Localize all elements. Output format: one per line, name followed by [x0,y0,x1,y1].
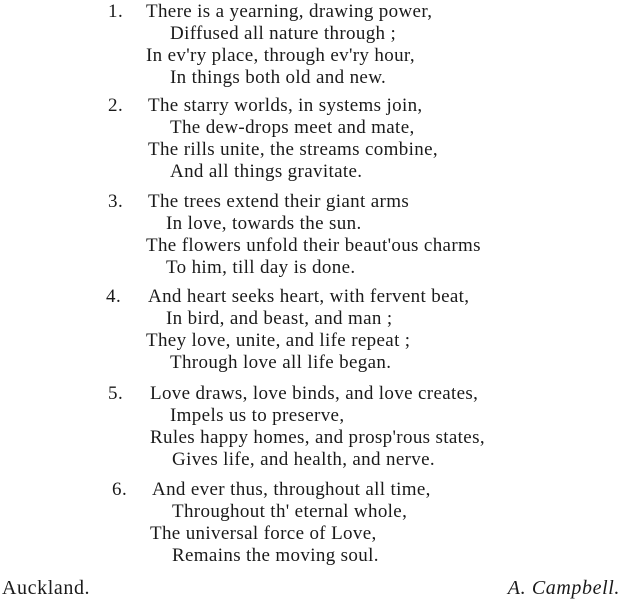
poem-line: Throughout th' eternal whole, [172,501,408,522]
poem-line: Diffused all nature through ; [170,23,397,44]
poem-line: In bird, and beast, and man ; [166,308,393,329]
poem-line: In ev'ry place, through ev'ry hour, [146,45,415,66]
stanza-number: 2. [108,95,124,116]
poem-line: Love draws, love binds, and love creates, [150,383,479,404]
stanza-number: 1. [108,1,124,22]
poem-line: The universal force of Love, [150,523,377,544]
poem-line: And all things gravitate. [170,161,363,182]
poem-line: Rules happy homes, and prosp'rous states, [150,427,485,448]
stanza-number: 3. [108,191,124,212]
poem-footer [0,575,622,601]
poem-line: The trees extend their giant arms [148,191,410,212]
poem-line: There is a yearning, drawing power, [146,1,433,22]
poem-line: Gives life, and health, and nerve. [172,449,436,470]
poem-line: In love, towards the sun. [166,213,362,234]
poem-line: To him, till day is done. [166,257,356,278]
poem-line: In things both old and new. [170,67,387,88]
author-signature: A. Campbell. [507,577,620,599]
poem-line: Remains the moving soul. [172,545,379,566]
stanza-number: 5. [108,383,124,404]
place-name: Auckland. [2,577,91,599]
poem-line: The flowers unfold their beaut'ous charms [146,235,481,256]
stanza-number: 4. [106,286,122,307]
poem-line: And heart seeks heart, with fervent beat, [148,286,470,307]
poem-line: The dew-drops meet and mate, [170,117,415,138]
poem-line: The rills unite, the streams combine, [148,139,438,160]
poem-line: They love, unite, and life repeat ; [146,330,411,351]
stanza-number: 6. [112,479,128,500]
poem-line: And ever thus, throughout all time, [152,479,431,500]
poem-line: Through love all life began. [170,352,392,373]
poem-line: The starry worlds, in systems join, [148,95,423,116]
poem-line: Impels us to preserve, [170,405,345,426]
